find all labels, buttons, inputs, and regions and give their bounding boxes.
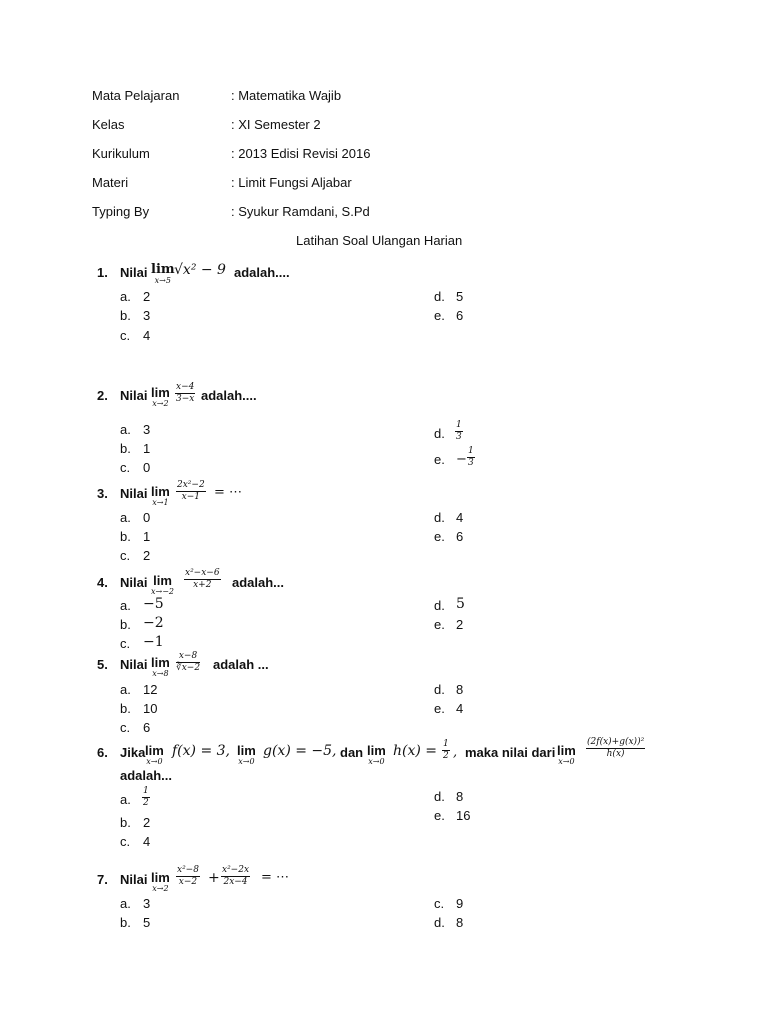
option-label: d.: [434, 289, 445, 304]
option-fraction: $\frac{1}{2}$: [143, 786, 149, 808]
option-label: c.: [434, 896, 445, 911]
option-value: 0: [143, 510, 151, 525]
option-label: c.: [120, 720, 131, 735]
question-fraction: $\frac{\text{2x²−2}}{x-1}$: [177, 480, 205, 502]
option-value: 3: [143, 422, 151, 437]
header-label: Typing By: [92, 204, 150, 219]
option-value: 1: [143, 441, 151, 456]
option-label: a.: [120, 682, 131, 697]
limit-operator: lim x→1: [151, 484, 170, 507]
option-fraction: $\frac{1}{3}$: [468, 446, 474, 468]
expression-g: g(x) = −5,: [263, 743, 337, 759]
option-value: −5: [143, 596, 164, 612]
option-value: 10: [143, 701, 158, 716]
question-tail: = ⋯: [214, 485, 243, 500]
option-label: c.: [120, 636, 131, 651]
header-value: : 2013 Edisi Revisi 2016: [231, 146, 371, 161]
page-title: Latihan Soal Ulangan Harian: [296, 233, 463, 248]
option-label: a.: [120, 510, 131, 525]
question-intro: Nilai: [120, 575, 148, 590]
header-value: : Matematika Wajib: [231, 88, 342, 103]
option-label: b.: [120, 308, 131, 323]
header-label: Kelas: [92, 117, 125, 132]
option-value: 3: [143, 308, 151, 323]
option-value: 2: [143, 815, 151, 830]
option-value: 8: [456, 789, 464, 804]
option-label: b.: [120, 441, 131, 456]
option-value: 4: [456, 701, 464, 716]
option-label: d.: [434, 426, 445, 441]
limit-operator: lim x→0: [557, 743, 576, 766]
header-value: : Limit Fungsi Aljabar: [231, 175, 352, 190]
header-label: Kurikulum: [92, 146, 150, 161]
option-value: 0: [143, 460, 151, 475]
limit-operator: lim x→0: [145, 743, 164, 766]
limit-operator: lim x→5: [151, 262, 175, 285]
limit-operator: lim x→−2: [151, 573, 175, 596]
limit-operator: lim x→2: [151, 385, 170, 408]
question-number: 7.: [97, 872, 108, 887]
option-fraction: $\frac{1}{3}$: [456, 420, 462, 442]
option-label: e.: [434, 452, 445, 467]
limit-operator: lim x→8: [151, 655, 170, 678]
option-label: d.: [434, 915, 445, 930]
option-label: d.: [434, 598, 445, 613]
option-label: e.: [434, 308, 445, 323]
option-value: 6: [456, 529, 464, 544]
option-label: c.: [120, 328, 131, 343]
limit-operator: lim x→0: [367, 743, 386, 766]
question-tail: adalah....: [201, 388, 257, 403]
question-intro: Nilai: [120, 265, 148, 280]
option-value: 3: [143, 896, 151, 911]
option-label: a.: [120, 896, 131, 911]
option-value: −1: [143, 634, 164, 650]
option-label: b.: [120, 815, 131, 830]
option-label: c.: [120, 460, 131, 475]
option-label: b.: [120, 529, 131, 544]
option-value: −2: [143, 615, 164, 631]
question-number: 2.: [97, 388, 108, 403]
question-fraction: $\frac{\text{x²−x−6}}{x+2}$: [185, 568, 220, 590]
question-fraction: $\frac{x-4}{3-x}$: [176, 382, 195, 404]
option-label: d.: [434, 510, 445, 525]
question-number: 4.: [97, 575, 108, 590]
question-intro: Nilai: [120, 657, 148, 672]
question-fraction: $\frac{\text{x²−8}}{x-2}$: [177, 865, 199, 887]
option-value: 2: [456, 617, 464, 632]
question-fraction: $\frac{x-8}{∛x-2}$: [176, 651, 201, 673]
header-value: : Syukur Ramdani, S.Pd: [231, 204, 370, 219]
header-label: Materi: [92, 175, 129, 190]
question-number: 1.: [97, 265, 108, 280]
option-value: 9: [456, 896, 464, 911]
option-value: 5: [456, 289, 464, 304]
header-value: : XI Semester 2: [231, 117, 321, 132]
option-value: 5: [456, 596, 465, 612]
question-number: 6.: [97, 745, 108, 760]
option-value: 5: [143, 915, 151, 930]
question-intro: Jika: [120, 745, 146, 760]
question-fraction: $\frac{\text{(2f(x)+g(x))²}}{h(x)}$: [587, 737, 645, 759]
option-value: 2: [143, 289, 151, 304]
option-value: 16: [456, 808, 471, 823]
question-tail: adalah ...: [213, 657, 269, 672]
question-number: 5.: [97, 657, 108, 672]
option-value: 6: [143, 720, 151, 735]
option-label: d.: [434, 789, 445, 804]
option-value: 2: [143, 548, 151, 563]
limit-operator: lim x→2: [151, 870, 170, 893]
option-label: e.: [434, 617, 445, 632]
question-tail: adalah....: [234, 265, 290, 280]
question-fraction: $\frac{\text{x²−2x}}{2x-4}$: [222, 865, 250, 887]
expression-fraction: $\frac{1}{2}$: [443, 739, 449, 761]
question-number: 3.: [97, 486, 108, 501]
question-expression: √x² − 9: [174, 262, 226, 278]
expression-h: h(x) =: [393, 743, 438, 759]
expression-f: f(x) = 3,: [172, 743, 230, 759]
option-value: 1: [143, 529, 151, 544]
option-label: d.: [434, 682, 445, 697]
option-value: 12: [143, 682, 158, 697]
question-tail: = ⋯: [261, 870, 290, 885]
plus-sign: +: [208, 870, 220, 886]
question-intro: Nilai: [120, 486, 148, 501]
question-intro: Nilai: [120, 388, 148, 403]
option-label: e.: [434, 701, 445, 716]
option-label: a.: [120, 422, 131, 437]
option-label: b.: [120, 701, 131, 716]
option-label: e.: [434, 808, 445, 823]
option-value: 6: [456, 308, 464, 323]
question-intro: Nilai: [120, 872, 148, 887]
option-value: 4: [143, 328, 151, 343]
question-tail: adalah...: [232, 575, 285, 590]
option-label: a.: [120, 598, 131, 613]
question-line-2: adalah...: [120, 768, 173, 783]
option-label: e.: [434, 529, 445, 544]
option-value: 8: [456, 682, 464, 697]
header-label: Mata Pelajaran: [92, 88, 180, 103]
option-label: a.: [120, 792, 131, 807]
option-label: b.: [120, 915, 131, 930]
option-label: a.: [120, 289, 131, 304]
option-sign: −: [456, 452, 467, 467]
option-value: 8: [456, 915, 464, 930]
option-value: 4: [143, 834, 151, 849]
option-label: c.: [120, 548, 131, 563]
question-mid: maka nilai dari: [465, 745, 556, 760]
conjunction: dan: [340, 745, 364, 760]
limit-operator: lim x→0: [237, 743, 256, 766]
option-label: b.: [120, 617, 131, 632]
option-value: 4: [456, 510, 464, 525]
option-label: c.: [120, 834, 131, 849]
comma: ,: [453, 745, 458, 760]
